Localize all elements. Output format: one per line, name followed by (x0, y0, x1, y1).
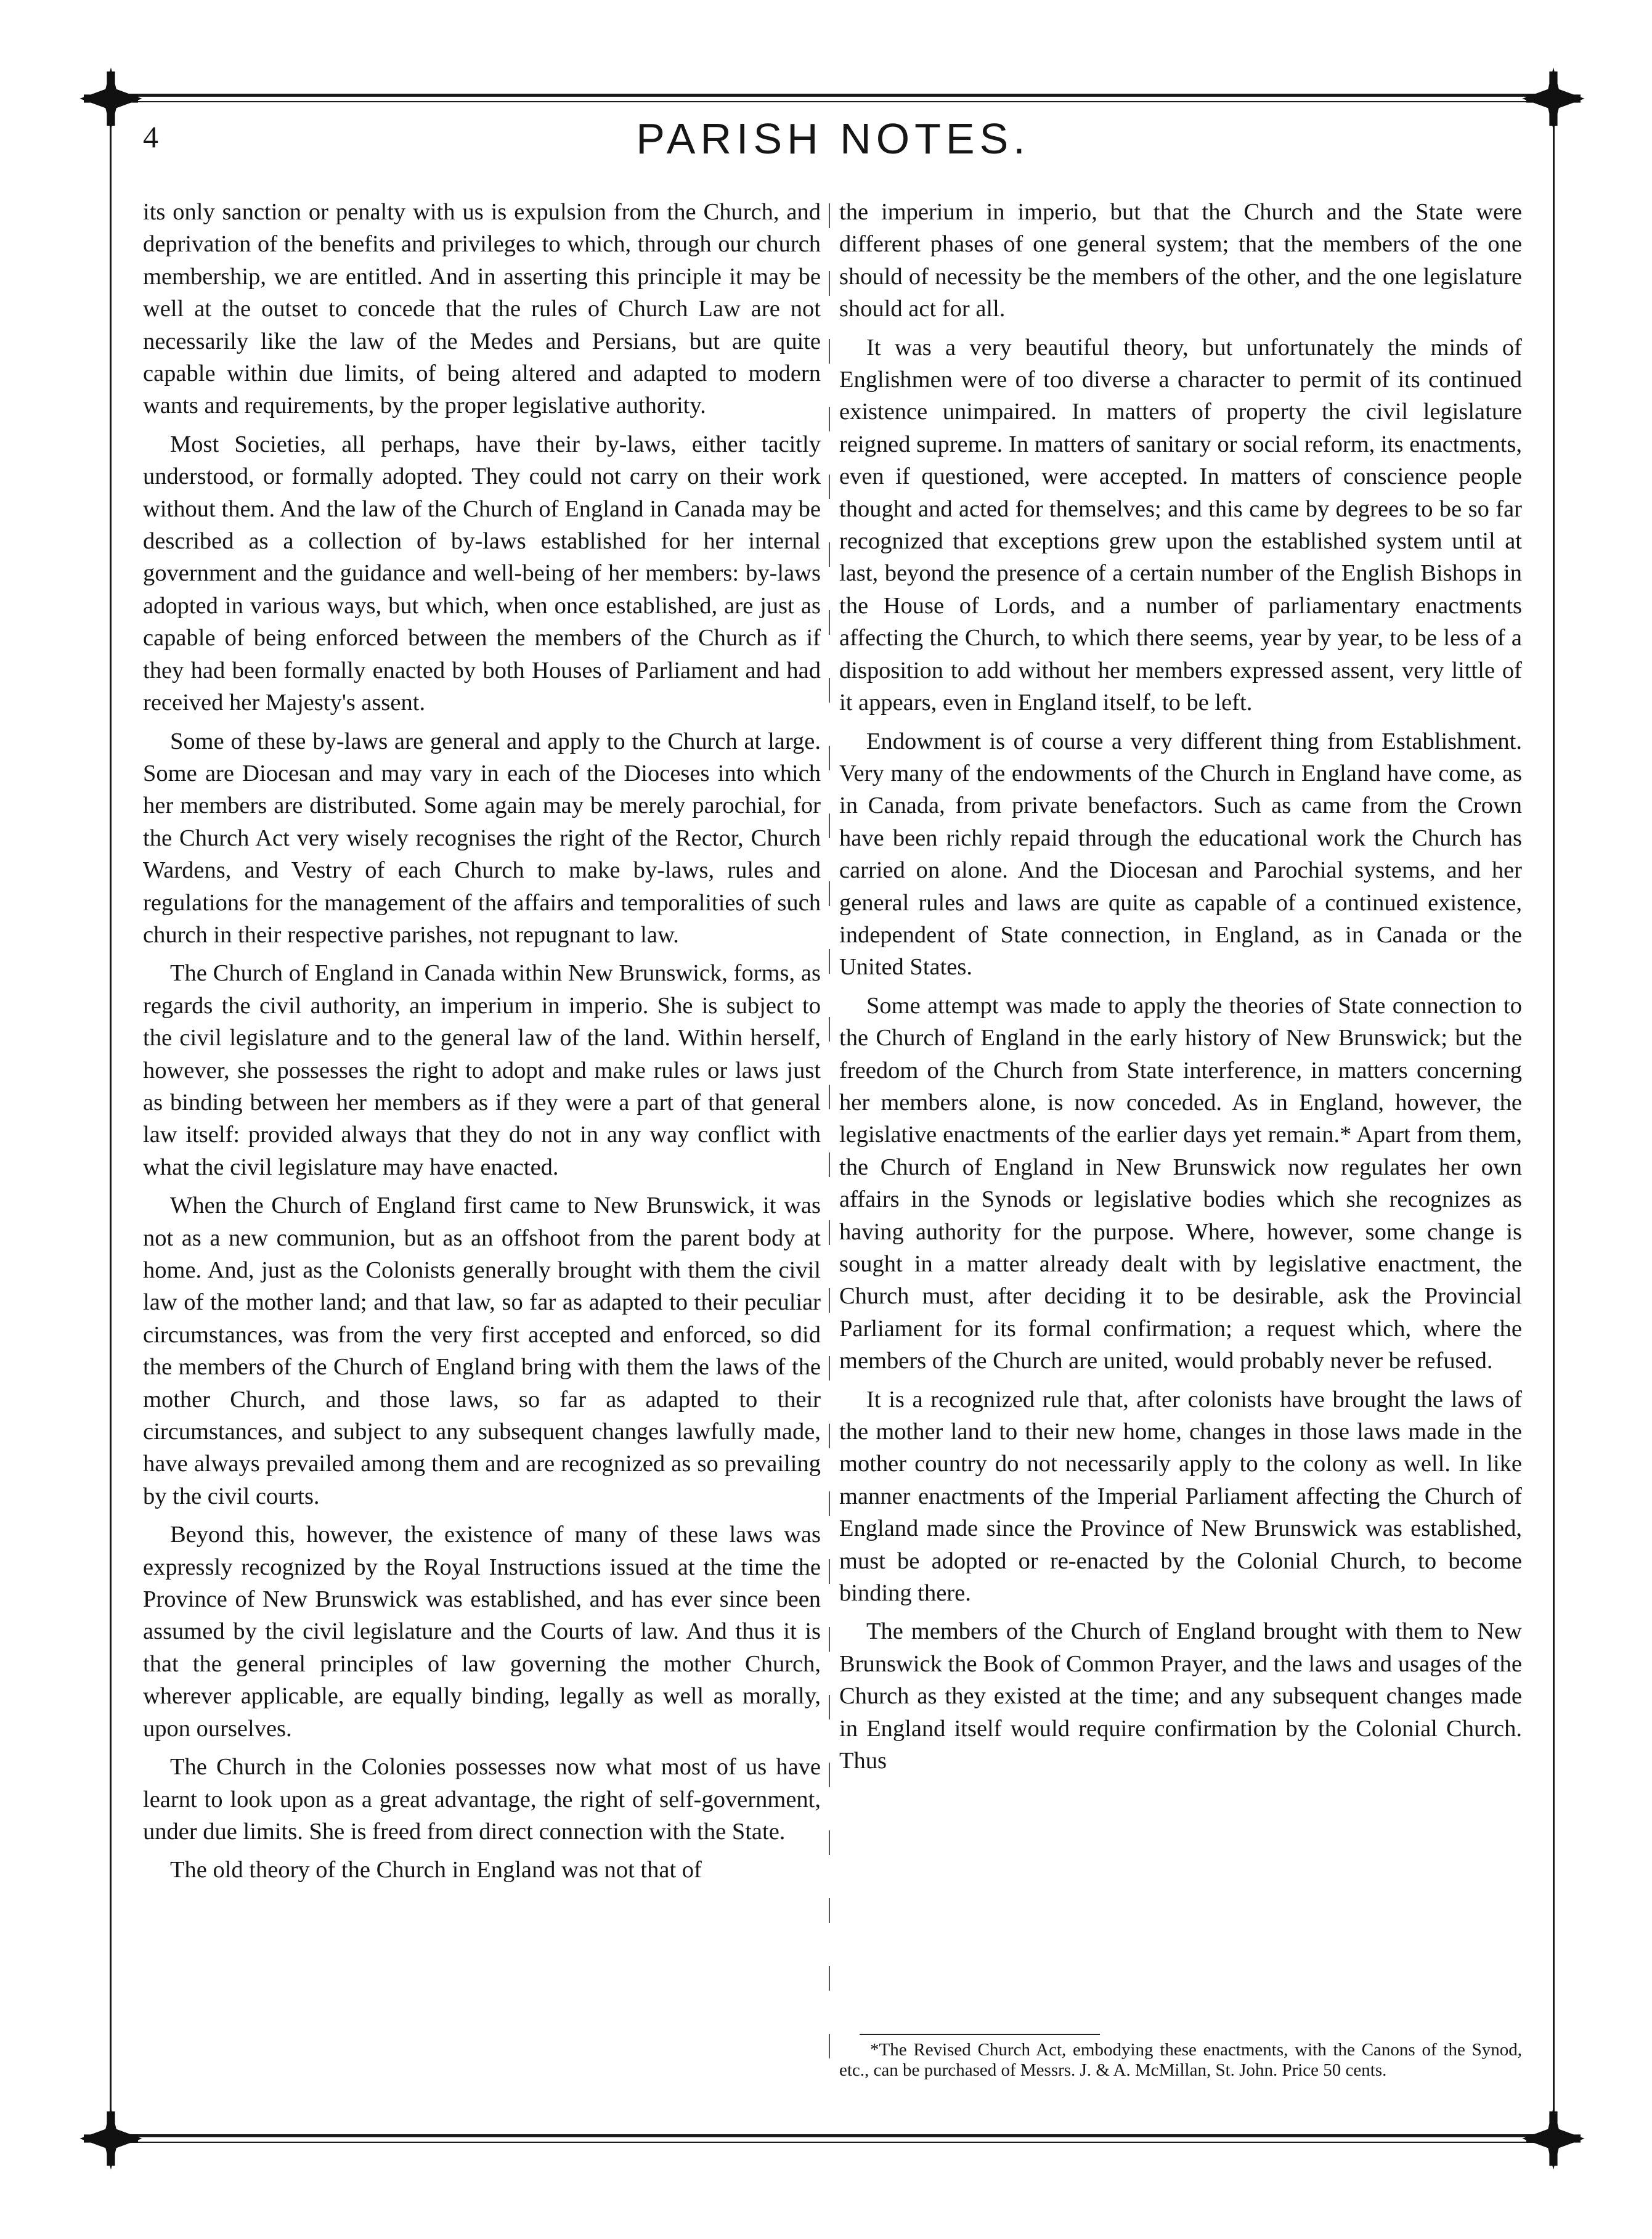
frame-top-rule (111, 94, 1553, 97)
left-paragraph-7: The Church in the Colonies possesses now what most of us have learnt to look upon as a great advantage, the right of self-government, under due limits. She is freed from direct connection with the State. (143, 1754, 821, 1845)
corner-cross-top-right-icon (1520, 65, 1587, 133)
left-paragraph-5: When the Church of England first came to New Brunswick, it was not as a new communion, but as an offshoot from the parent body at home. And, just as the Colonists generally brought with them the civil law of the mother land; and that law, so far as adapted to their peculiar circumstances, was from the very first accepted and enforced, so did the members of the Church of England bring with them the laws of the mother Church, and those laws, so far as adapted to their circumstances, and subject to any subsequent changes lawfully made, have always prevailed among them and are recognized as so prevailing by the civil courts. (143, 1193, 821, 1509)
left-paragraph-3: Some of these by-laws are general and apply to the Church at large. Some are Diocesan and may vary in each of the Dioceses into which her members are distributed. Some again may be merely parochial, for the Church Act very wisely recognises the right of the Rector, Church Wardens, and Vestry of each Church to make by-laws, rules and regulations for the management of the affairs and temporalities of such church in their respective parishes, not repugnant to law. (143, 728, 821, 948)
right-paragraph-4: Some attempt was made to apply the theories of State connection to the Church of England in the early history of New Brunswick; but the freedom of the Church from State interference, in matters concerning her members alone, is now conceded. As in England, however, the legislative enactments of the earlier days yet remain.* Apart from them, the Church of England in New Brunswick now regulates her own affairs in the Synods or legislative bodies which she recognizes as having authority for the purpose. Where, however, some change is sought in a matter already dealt with by legislative enactment, the Church must, after deciding it to be desirable, ask the Provincial Parliament for its formal confirmation; a request which, where the members of the Church are united, would probably never be refused. (839, 992, 1522, 1374)
footnote (839, 2040, 1522, 2081)
footnote-rule (860, 2034, 1100, 2035)
right-paragraph-3: Endowment is of course a very different thing from Establishment. Very many of the endowments of the Church in England have come, as in Canada, from private benefactors. Such as came from the Crown have been richly repaid through the educational work the Church has carried on alone. And the Diocesan and Parochial systems, and her general rules and laws are quite as capable of a continued existence, independent of State connection, in England, as in Canada or the United States. (839, 728, 1522, 981)
page-number: 4 (143, 120, 158, 154)
corner-cross-bottom-left-icon (77, 2105, 145, 2172)
frame-bottom-rule (111, 2134, 1553, 2137)
page-header (143, 114, 1523, 182)
page-title: PARISH NOTES. (636, 115, 1030, 163)
right-paragraph-6: The members of the Church of England brought with them to New Brunswick the Book of Common Prayer, and the laws and usages of the Church as they existed at the time; and any subsequent changes made in England itself would require confirmation by the Colonial Church. Thus (839, 1618, 1522, 1774)
left-column (143, 196, 821, 2070)
footnote-text: *The Revised Church Act, embodying these enactments, with the Canons of the Synod, etc., can be purchased of Messrs. J. & A. McMillan, St. John. Price 50 cents. (839, 2040, 1522, 2080)
left-paragraph-8: The old theory of the Church in England was not that of (170, 1857, 702, 1883)
left-paragraph-1: its only sanction or penalty with us is expulsion from the Church, and deprivation of the benefits and privileges to which, through our church membership, we are entitled. And in asserting this principle it may be well at the outset to concede that the rules of Church Law are not necessarily like the law of the Medes and Persians, but are quite capable within due limits, of being altered and adapted to modern wants and requirements, by the proper legislative authority. (143, 199, 821, 419)
frame-bottom-rule-thin (111, 2142, 1553, 2143)
left-paragraph-4: The Church of England in Canada within New Brunswick, forms, as regards the civil authority, an imperium in imperio. She is subject to the civil legislature and to the general law of the land. Within herself, however, she possesses the right to adopt and make rules or laws just as binding between her members as if they were a part of that general law itself: provided always that they do not in any way conflict with what the civil legislature may have enacted. (143, 960, 821, 1180)
right-column (839, 196, 1522, 2070)
frame-top-rule-thin (111, 101, 1553, 102)
right-paragraph-1: the imperium in imperio, but that the Church and the State were different phases of one general system; that the members of the one should of necessity be the members of the other, and the one legislature should act for all. (839, 199, 1522, 322)
right-paragraph-5: It is a recognized rule that, after colonists have brought the laws of the mother land to their new home, changes in those laws made in the mother country do not necessarily apply to the colony as well. In like manner enactments of the Imperial Parliament affecting the Church of England made since the Province of New Brunswick was established, must be adopted or re-enacted by the Colonial Church, to become binding there. (839, 1386, 1522, 1607)
right-paragraph-2: It was a very beautiful theory, but unfortunately the minds of Englishmen were of too diverse a character to permit of its continued existence unimpaired. In matters of property the civil legislature reigned supreme. In matters of sanitary or social reform, its enactments, even if questioned, were accepted. In matters of conscience people thought and acted for themselves; and this came by degrees to be so far recognized that exceptions grew upon the established system until at last, beyond the presence of a certain number of the English Bishops in the House of Lords, and a number of parliamentary enactments affecting the Church, to which there seems, year by year, to be less of a disposition to add without her members expressed assent, very little of it appears, even in England itself, to be left. (839, 334, 1522, 716)
left-paragraph-2: Most Societies, all perhaps, have their by-laws, either tacitly understood, or formally adopted. They could not carry on their work without them. And the law of the Church of England in Canada may be described as a collection of by-laws established for her internal government and the guidance and well-being of her members: by-laws adopted in various ways, but which, when once established, are just as capable of being enforced between the members of the Church as if they had been formally enacted by both Houses of Parliament and had received her Majesty's assent. (143, 431, 821, 716)
corner-cross-bottom-right-icon (1520, 2105, 1587, 2172)
corner-cross-top-left-icon (77, 65, 145, 133)
frame-left-rule (110, 99, 112, 2135)
left-paragraph-6: Beyond this, however, the existence of many of these laws was expressly recognized by the Royal Instructions issued at the time the Province of New Brunswick was established, and has ever since been assumed by the civil legislature and the Courts of law. And thus it is that the general principles of law governing the mother Church, wherever applicable, are equally binding, legally as well as morally, upon ourselves. (143, 1522, 821, 1742)
frame-right-rule (1553, 99, 1555, 2135)
column-divider (829, 203, 830, 2058)
